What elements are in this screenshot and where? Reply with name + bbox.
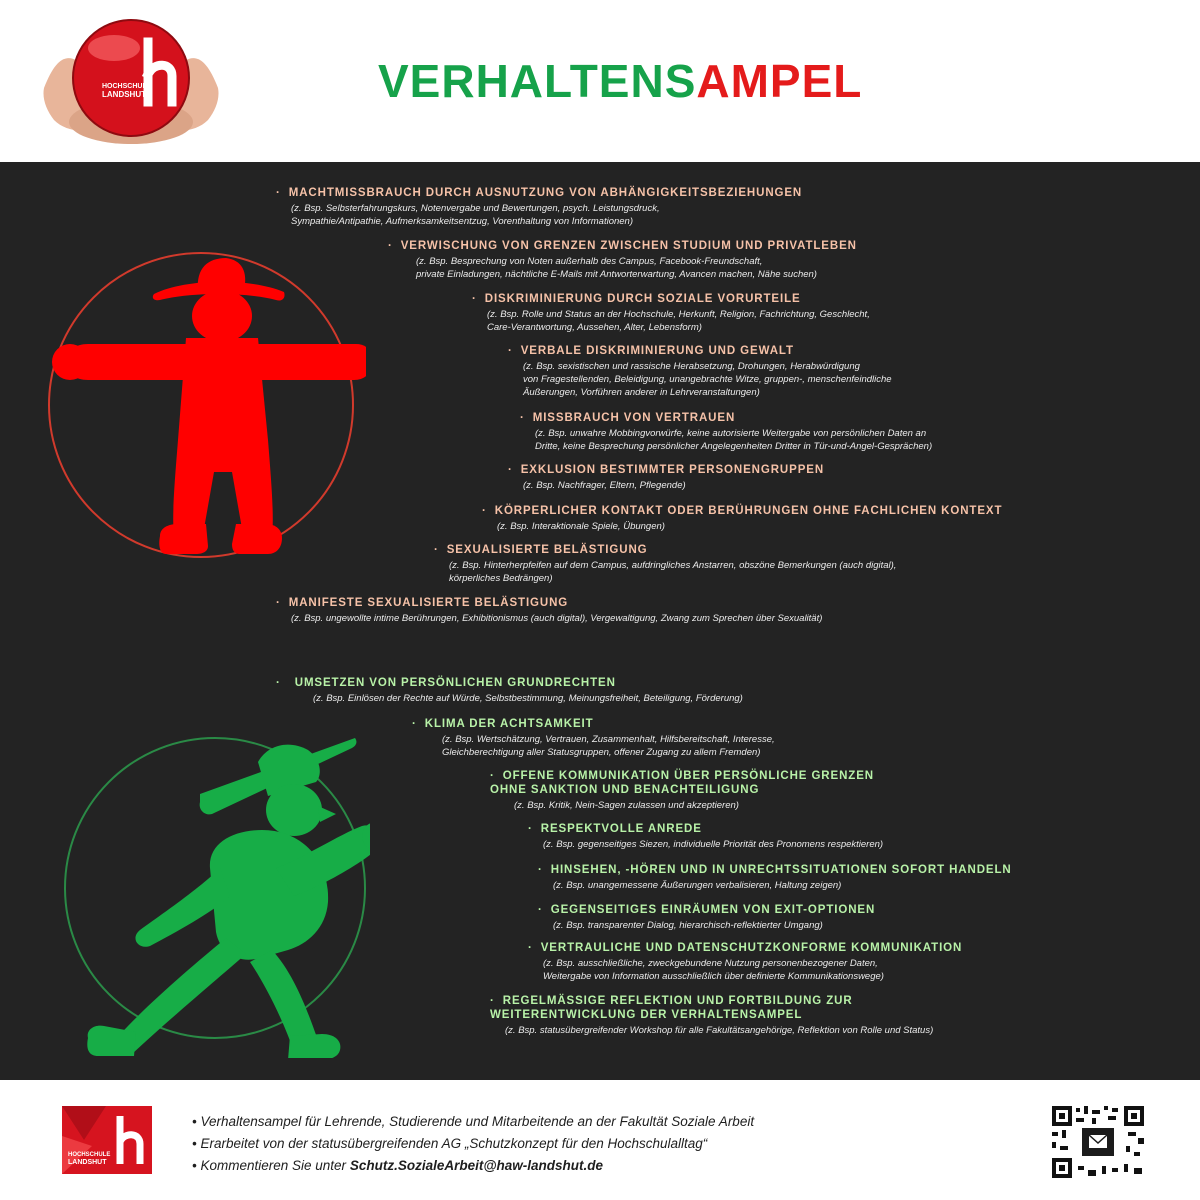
logo-text-line1: HOCHSCHULE xyxy=(102,83,152,90)
go-rule-desc: (z. Bsp. Kritik, Nein-Sagen zulassen und akzeptieren) xyxy=(514,800,739,811)
stop-rule-desc: (z. Bsp. sexistischen und rassische Herabsetzung, Drohungen, Herabwürdigung von Fragestellenden, Beleidigung, unangebrachte Witze, gruppen-, menschenfeindliche Äußerungen, Vorführen anderer in Lehrveranstaltungen) xyxy=(523,361,892,398)
go-rule-item: · RESPEKTVOLLE ANREDE (z. Bsp. gegenseitiges Siezen, individuelle Priorität des Pronomens respektieren) xyxy=(528,823,884,850)
stop-rule-item: · VERWISCHUNG VON GRENZEN ZWISCHEN STUDIUM UND PRIVATLEBEN (z. Bsp. Besprechung von Noten außerhalb des Campus, Facebook-Freundschaft, private Einladungen, nächtliche E-Mails mit Antworterwartung, Avancen machen, Nähe suchen) xyxy=(388,240,857,280)
stop-rule-desc: (z. Bsp. Interaktionale Spiele, Übungen) xyxy=(497,521,665,532)
go-rule-item: · UMSETZEN VON PERSÖNLICHEN GRUNDRECHTEN (z. Bsp. Einlösen der Rechte auf Würde, Selbstbestimmung, Meinungsfreiheit, Beteiligung, Förderung) xyxy=(276,677,743,704)
title-part-red: AMPEL xyxy=(696,55,863,107)
stop-rule-desc: (z. Bsp. Besprechung von Noten außerhalb des Campus, Facebook-Freundschaft, private Einladungen, nächtliche E-Mails mit Antworterwartung, Avancen machen, Nähe suchen) xyxy=(416,256,817,280)
go-rule-desc: (z. Bsp. ausschließliche, zweckgebundene Nutzung personenbezogener Daten, Weitergabe von Information ausschließlich über definierte Kommunikationswege) xyxy=(543,958,884,982)
go-rule-title: HINSEHEN, -HÖREN UND IN UNRECHTSSITUATIONEN SOFORT HANDELN xyxy=(550,864,1012,876)
stop-rule-desc: (z. Bsp. unwahre Mobbingvorwürfe, keine autorisierte Weitergabe von persönlichen Daten an Dritte, keine Besprechung persönlicher Angelegenheiten Dritter in Tür-und-Angel-Gesprächen) xyxy=(535,428,933,452)
stop-rule-item: · MACHTMISSBRAUCH DURCH AUSNUTZUNG VON ABHÄNGIGKEITSBEZIEHUNGEN (z. Bsp. Selbsterfahrungskurs, Notenvergabe und Bewertungen, psych. Leistungsdruck, Sympathie/Antipathie, Aufmerksamkeitsentzug, Vorenthaltung von Informationen) xyxy=(276,187,803,227)
stop-rule-title: MISSBRAUCH VON VERTRAUEN xyxy=(532,412,736,424)
stop-rule-title: EXKLUSION BESTIMMTER PERSONENGRUPPEN xyxy=(520,464,825,476)
go-rule-title: RESPEKTVOLLE ANREDE xyxy=(540,823,702,835)
go-rule-item: · KLIMA DER ACHTSAMKEIT (z. Bsp. Wertschätzung, Vertrauen, Zusammenhalt, Hilfsbereitschaft, Interesse, Gleichberechtigung aller Statusgruppen, offener Zugang zu allem Fremden) xyxy=(412,718,775,758)
stop-rule-desc: (z. Bsp. Rolle und Status an der Hochschule, Herkunft, Religion, Fachrichtung, Geschlecht, Care-Verantwortung, Aussehen, Alter, Lebensform) xyxy=(487,309,870,333)
stop-rule-item: · EXKLUSION BESTIMMTER PERSONENGRUPPEN (z. Bsp. Nachfrager, Eltern, Pflegende) xyxy=(508,464,825,491)
qr-code-icon[interactable] xyxy=(1052,1106,1144,1178)
go-rule-title: UMSETZEN VON PERSÖNLICHEN GRUNDRECHTEN xyxy=(294,677,616,689)
stop-rule-desc: (z. Bsp. ungewollte intime Berührungen, Exhibitionismus (auch digital), Vergewaltigung, Zwang zum Sprechen über Sexualität) xyxy=(291,613,823,624)
footer-logo-text-line1: HOCHSCHULE xyxy=(68,1152,111,1158)
go-rule-title: KLIMA DER ACHTSAMKEIT xyxy=(424,718,594,730)
go-rule-desc: (z. Bsp. gegenseitiges Siezen, individuelle Priorität des Pronomens respektieren) xyxy=(543,839,884,850)
contact-email-link[interactable]: Schutz.SozialeArbeit@haw-landshut.de xyxy=(349,1158,604,1173)
stop-rule-title: MACHTMISSBRAUCH DURCH AUSNUTZUNG VON ABHÄNGIGKEITSBEZIEHUNGEN xyxy=(288,187,803,199)
stop-rule-item: · DISKRIMINIERUNG DURCH SOZIALE VORURTEILE (z. Bsp. Rolle und Status an der Hochschule, Herkunft, Religion, Fachrichtung, Geschlecht, Care-Verantwortung, Aussehen, Alter, Lebensform) xyxy=(472,293,870,333)
header xyxy=(0,0,1200,162)
go-rule-title: REGELMÄSSIGE REFLEKTION UND FORTBILDUNG ZUR WEITERENTWICKLUNG DER VERHALTENSAMPEL xyxy=(490,995,853,1021)
footer-note-text: Verhaltensampel für Lehrende, Studierende und Mitarbeitende an der Fakultät Soziale Arbeit xyxy=(200,1114,755,1129)
go-rule-item: · VERTRAULICHE UND DATENSCHUTZKONFORME KOMMUNIKATION (z. Bsp. ausschließliche, zweckgebundene Nutzung personenbezogener Daten, Weitergabe von Information ausschließlich über definierte Kommunikationswege) xyxy=(528,942,963,982)
stop-rule-item: · VERBALE DISKRIMINIERUNG UND GEWALT (z. Bsp. sexistischen und rassische Herabsetzung, Drohungen, Herabwürdigung von Fragestellenden, Beleidigung, unangebrachte Witze, gruppen-, menschenfeindliche Äußerungen, Vorführen anderer in Lehrveranstaltungen) xyxy=(508,345,892,398)
go-rule-item: · HINSEHEN, -HÖREN UND IN UNRECHTSSITUATIONEN SOFORT HANDELN (z. Bsp. unangemessene Äußerungen verbalisieren, Haltung zeigen) xyxy=(538,864,1012,891)
go-rule-desc: (z. Bsp. statusübergreifender Workshop für alle Fakultätsangehörige, Reflektion von Rolle und Status) xyxy=(505,1025,934,1036)
stop-rule-title: KÖRPERLICHER KONTAKT ODER BERÜHRUNGEN OHNE FACHLICHEN KONTEXT xyxy=(494,505,1003,517)
stop-rule-title: SEXUALISIERTE BELÄSTIGUNG xyxy=(446,544,648,556)
go-rule-desc: (z. Bsp. Wertschätzung, Vertrauen, Zusammenhalt, Hilfsbereitschaft, Interesse, Gleichberechtigung aller Statusgruppen, offener Zugang zu allem Fremden) xyxy=(442,734,775,758)
go-rule-desc: (z. Bsp. unangemessene Äußerungen verbalisieren, Haltung zeigen) xyxy=(553,880,842,891)
traffic-light-panel xyxy=(0,162,1200,1080)
stop-rule-desc: (z. Bsp. Nachfrager, Eltern, Pflegende) xyxy=(523,480,686,491)
stop-rule-title: VERBALE DISKRIMINIERUNG UND GEWALT xyxy=(520,345,794,357)
go-rule-item: · OFFENE KOMMUNIKATION ÜBER PERSÖNLICHE GRENZEN OHNE SANKTION UND BENACHTEILIGUNG (z. Bsp. Kritik, Nein-Sagen zulassen und akzeptieren) xyxy=(490,770,874,811)
go-rule-desc: (z. Bsp. transparenter Dialog, hierarchisch-reflektierter Umgang) xyxy=(553,920,823,931)
go-rule-item: · GEGENSEITIGES EINRÄUMEN VON EXIT-OPTIONEN (z. Bsp. transparenter Dialog, hierarchisch-reflektierter Umgang) xyxy=(538,904,876,931)
go-rule-desc: (z. Bsp. Einlösen der Rechte auf Würde, Selbstbestimmung, Meinungsfreiheit, Beteiligung, Förderung) xyxy=(313,693,743,704)
footer-note-text: Kommentieren Sie unter xyxy=(200,1158,350,1173)
envelope-icon xyxy=(1089,1135,1107,1148)
go-rule-item: · REGELMÄSSIGE REFLEKTION UND FORTBILDUNG ZUR WEITERENTWICKLUNG DER VERHALTENSAMPEL (z. Bsp. statusübergreifender Workshop für alle Fakultätsangehörige, Reflektion von Rolle und Status) xyxy=(490,995,934,1036)
page-title xyxy=(378,55,863,107)
go-rule-title: OFFENE KOMMUNIKATION ÜBER PERSÖNLICHE GRENZEN OHNE SANKTION UND BENACHTEILIGUNG xyxy=(490,770,874,796)
footer-note: • Verhaltensampel für Lehrende, Studierende und Mitarbeitende an der Fakultät Soziale Arbeit xyxy=(192,1114,755,1129)
footer-logo-text-line2: LANDSHUT xyxy=(68,1159,107,1166)
footer-note-text: Erarbeitet von der statusübergreifenden AG „Schutzkonzept für den Hochschulalltag“ xyxy=(200,1136,708,1151)
stop-rule-item: · SEXUALISIERTE BELÄSTIGUNG (z. Bsp. Hinterherpfeifen auf dem Campus, aufdringliches Anstarren, obszöne Bemerkungen (auch digital), körperliches Bedrängen) xyxy=(434,544,897,584)
stop-rule-item: · MANIFESTE SEXUALISIERTE BELÄSTIGUNG (z. Bsp. ungewollte intime Berührungen, Exhibitionismus (auch digital), Vergewaltigung, Zwang zum Sprechen über Sexualität) xyxy=(276,597,823,624)
stop-rule-title: VERWISCHUNG VON GRENZEN ZWISCHEN STUDIUM UND PRIVATLEBEN xyxy=(400,240,857,252)
go-rule-title: GEGENSEITIGES EINRÄUMEN VON EXIT-OPTIONEN xyxy=(550,904,876,916)
footer xyxy=(0,1080,1200,1200)
stop-rule-item: · MISSBRAUCH VON VERTRAUEN (z. Bsp. unwahre Mobbingvorwürfe, keine autorisierte Weitergabe von persönlichen Daten an Dritte, keine Besprechung persönlicher Angelegenheiten Dritter in Tür-und-Angel-Gesprächen) xyxy=(520,412,933,452)
footer-note: • Erarbeitet von der statusübergreifenden AG „Schutzkonzept für den Hochschulalltag“ xyxy=(192,1136,708,1151)
stop-rule-title: MANIFESTE SEXUALISIERTE BELÄSTIGUNG xyxy=(288,597,569,609)
footer-notes xyxy=(192,1111,754,1177)
go-rule-title: VERTRAULICHE UND DATENSCHUTZKONFORME KOMMUNIKATION xyxy=(540,942,963,954)
stop-rule-desc: (z. Bsp. Selbsterfahrungskurs, Notenvergabe und Bewertungen, psych. Leistungsdruck, Sympathie/Antipathie, Aufmerksamkeitsentzug, Vorenthaltung von Informationen) xyxy=(291,203,660,227)
ampelmann-stop-icon xyxy=(36,240,366,570)
title-part-green: VERHALTENS xyxy=(378,55,697,107)
stop-rule-title: DISKRIMINIERUNG DURCH SOZIALE VORURTEILE xyxy=(484,293,801,305)
ampelmann-go-icon xyxy=(40,718,370,1058)
stop-rule-item: · KÖRPERLICHER KONTAKT ODER BERÜHRUNGEN OHNE FACHLICHEN KONTEXT (z. Bsp. Interaktionale Spiele, Übungen) xyxy=(482,505,1003,532)
stop-rule-desc: (z. Bsp. Hinterherpfeifen auf dem Campus, aufdringliches Anstarren, obszöne Bemerkungen (auch digital), körperliches Bedrängen) xyxy=(449,560,897,584)
footer-note: • Kommentieren Sie unter Schutz.SozialeArbeit@haw-landshut.de xyxy=(192,1158,604,1173)
logo-text-line2: LANDSHUT xyxy=(102,90,146,99)
hochschule-logo-hands-icon xyxy=(36,2,226,152)
hochschule-landshut-logo-icon xyxy=(62,1106,152,1174)
